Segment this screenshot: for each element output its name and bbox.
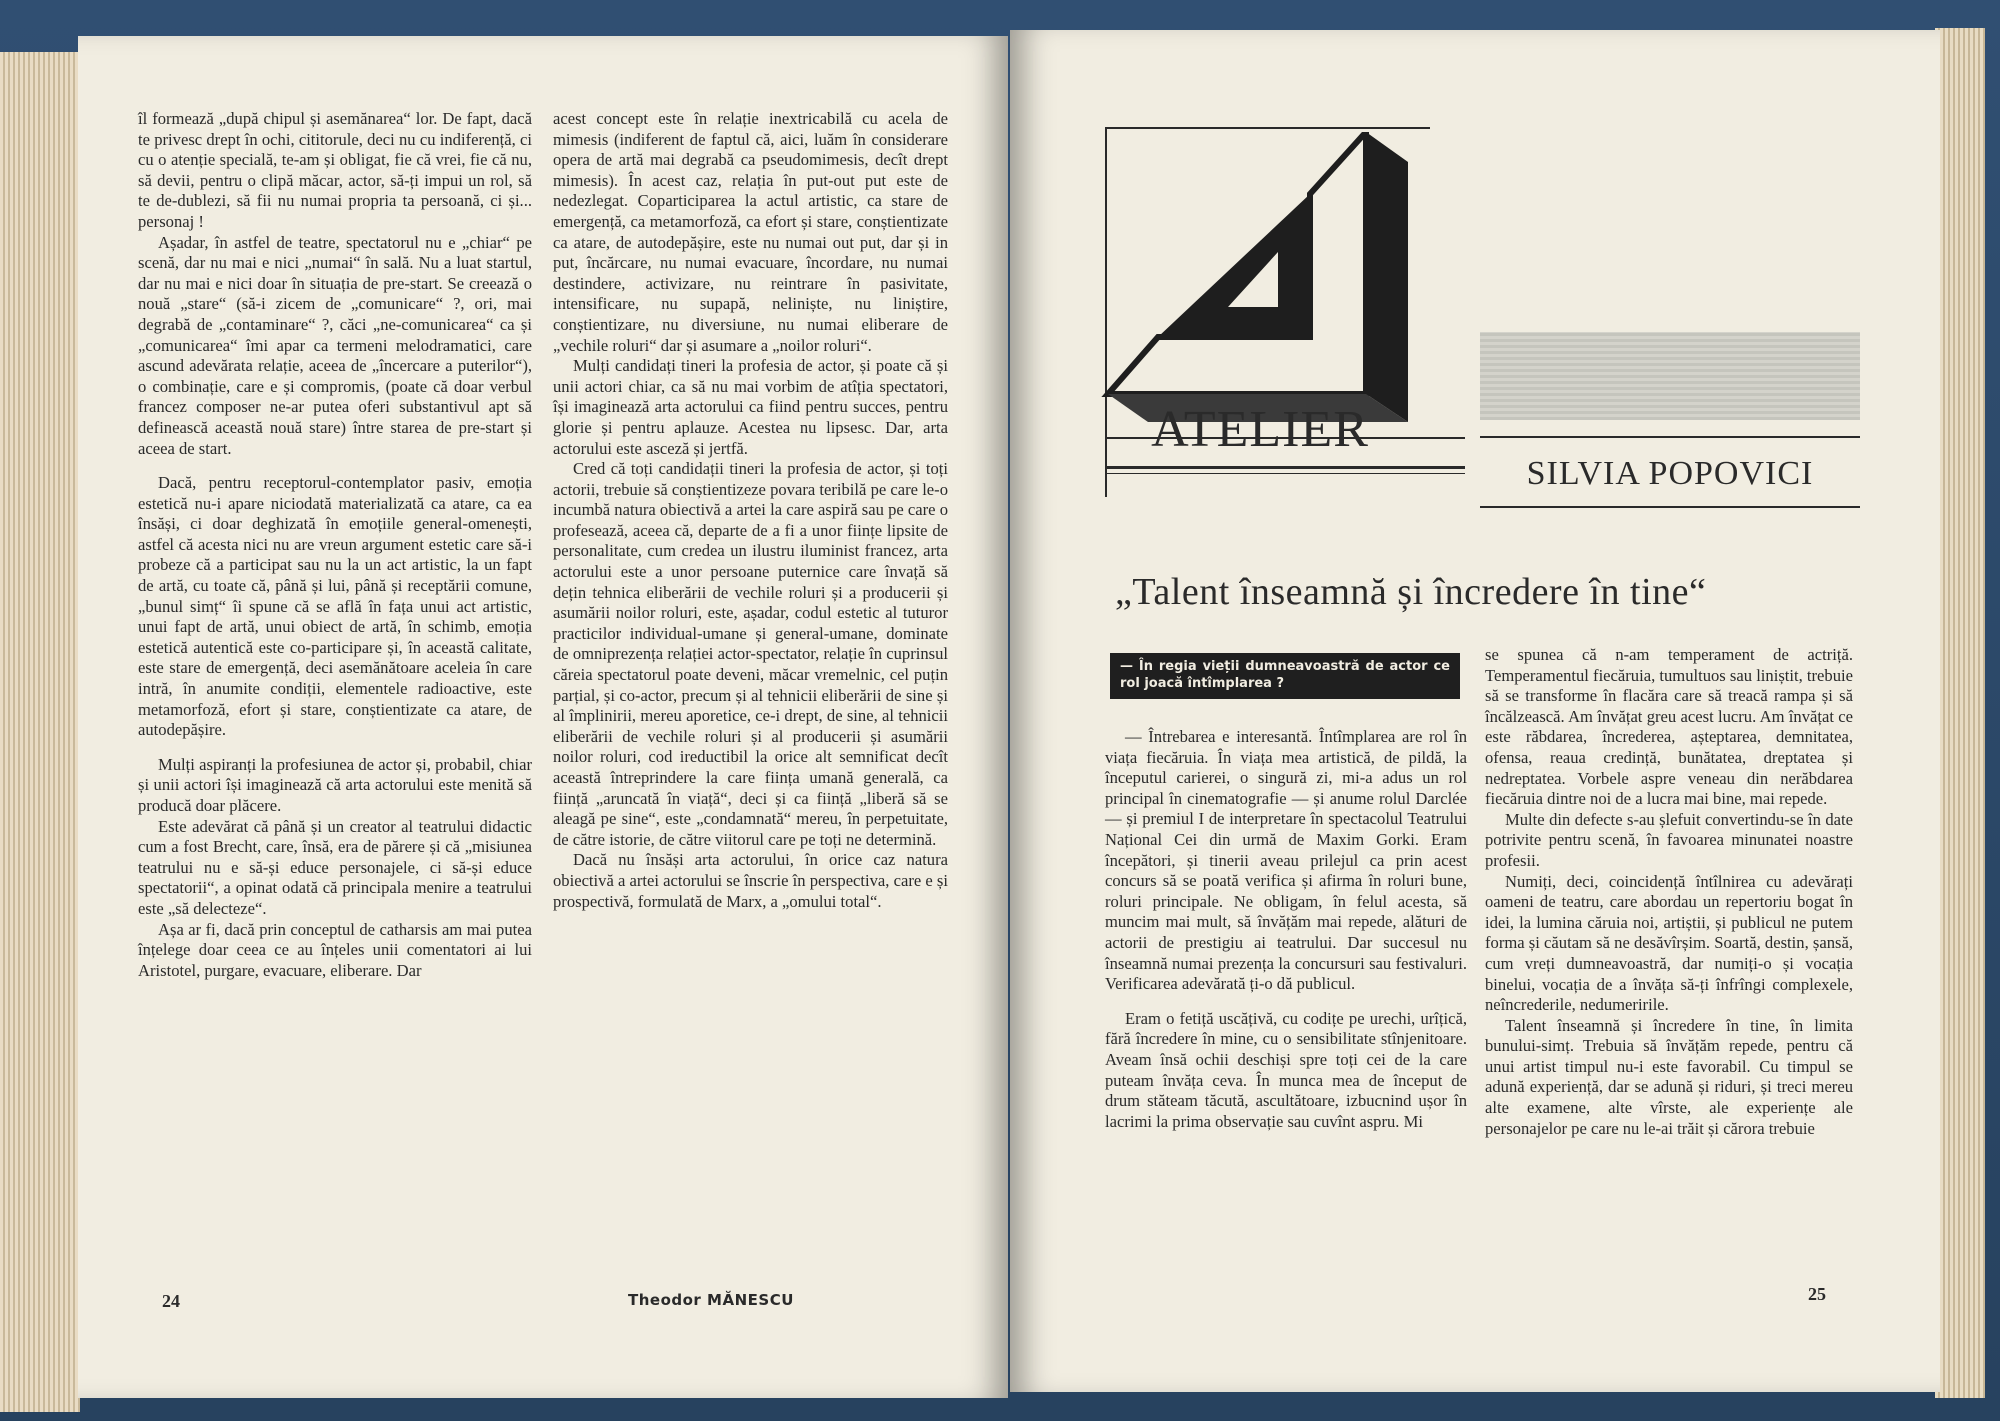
author-rule-top (1480, 436, 1860, 438)
gray-band (1480, 332, 1860, 420)
paragraph: Dacă, pentru receptorul-contemplator pasiv, emoția estetică nu-i apare niciodată materializată ca atare, ca ea însăși, ci doar deghizată în emoțiile general-omenești, astfel că acesta nici nu are vreun argument estetic care să-i probeze că a participat sau nu la un act artistic, la un fapt de artă, cu toate că, până și lui, până și receptării comune, „bunul simț“ îi spune că se află în fața unui act artistic, unui fapt de artă, unui obiect de artă, în schimb, emoția estetică autentică este co-participare și, în această calitate, este stare de emergență, deci asemănătoare aceleia în care intră, în anumite condiții, elementele radioactive, este metamorfoză, efort și stare, conștientizate ca atare, de autodepășire. (138, 473, 532, 740)
left-column-2 (553, 109, 948, 912)
section-title: ATELIER (1151, 401, 1369, 458)
paragraph: Multe din defecte s-au șlefuit convertindu-se în date potrivite pentru scenă, în favoarea minunatei noastre profesii. (1485, 809, 1853, 870)
paragraph: acest concept este în relație inextricabilă cu acela de mimesis (indiferent de faptul că, aici, luăm în considerare opera de artă mai degrabă ca pseudomimesis, decît drept mimesis). În acest caz, relația în put-out put este de nedezlegat. Coparticiparea la actul artistic, ca stare de emergență, ca metamorfoză, ca efort și stare, conștientizate ca atare, de autodepășire, este nu numai out put, dar și in put, încărcare, nu numai evacuare, încordare, nu numai destindere, activizare, nu reintrare în pasivitate, intensificare, nu supapă, neliniște, nu liniștire, conștientizare, nu diversiune, nu numai eliberare de „vechile roluri“ dar și asumare a „noilor roluri“. (553, 109, 948, 355)
paragraph: Numiți, deci, coincidență întîlnirea cu adevărați oameni de teatru, care abordau un repertoriu bogat în idei, la lumina căruia noi, artiștii, și publicul ne putem forma și căutam să ne desăvîrșim. Soartă, destin, șansă, cum vreți dumneavoastră, dar numiți-o și vocația binelui, vocația de a învăța să-ți înfrîngi complexele, neîncrederile, nedumeririle. (1485, 871, 1853, 1015)
interview-question: — În regia vieții dumneavoastră de actor ce rol joacă întîmplarea ? (1110, 653, 1460, 699)
author-name: SILVIA POPOVICI (1526, 455, 1814, 492)
right-column-1 (1105, 727, 1467, 1132)
paragraph: Este adevărat că până și un creator al teatrului didactic cum a fost Brecht, care, însă, era de părere și că „misiunea teatrului nu e să-și educe personajele, ci să-și educe spectatorii“, a opinat odată că principala menire a teatrului este „să delecteze“. (138, 816, 532, 918)
atelier-rule-bottom (1105, 466, 1465, 469)
paragraph: Cred că toți candidații tineri la profesia de actor, și toți actorii, trebuie să conștientizeze povara teribilă pe care le-o incumbă natura obiectivă a artei la care aspiră sau pe care o profesează, aceea că, departe de a fi a unor ființe lipsite de personalitate, cum credea un ilustru iluminist francez, arta actorului este a unor persoane puternice care învață să dețin tehnica eliberării de vechile roluri și a producerii și asumării noilor roluri, este, așadar, codul estetic al tuturor practicilor individual-umane și general-umane, dominate de omniprezența relației actor-spectator, relație în cuprinsul căreia spectatorul poate deveni, măcar vremelnic, cel puțin parțial, și co-actor, precum și al tehnicii eliberării de sine și al împlinirii, mereu aporetice, ce-i drept, de sine, al tehnicii eliberării de vechile roluri și al producerii și asumării noilor roluri, cod ireductibil la orice alt semnificat decît această întreprindere la care ființa umană generală, ca ființă „aruncată în viață“, deci și ca ființă „liberă să se aleagă pe sine“, este „condamnată“ mereu, în perpetuitate, de către istorie, de către viitorul care pe toți ne determină. (553, 459, 948, 849)
header-rule-top (1105, 127, 1430, 129)
paragraph: îl formează „după chipul și asemănarea“ lor. De fapt, dacă te privesc drept în ochi, cititorule, deci nu cu indiferență, ci cu o atenție specială, te-am și obligat, fie că vrei, fie că nu, să devii, pentru o clipă măcar, actor, să-ți impui un rol, să te de-dublezi, să fii nu numai propria ta persoană, ci și... personaj ! (138, 109, 532, 231)
paragraph: Așadar, în astfel de teatre, spectatorul nu e „chiar“ pe scenă, dar nu mai e nici „numai“ în sală. Nu a luat startul, dar nu mai e nici doar în situația de pre-start. Se creează o nouă „stare“ (să-i zicem de „comunicare“ ?, ori, mai degrabă de „contaminare“ ?, căci „ne-comunicarea“ ca și „comunicarea“ îmi apar ca termeni melodramatici, care ascund adevărata relație, aceea de „încercare a puterilor“), o combinație, care e și compromis, (poate că doar verbul francez composer ne-ar putea oferi substantivul apt să definească această nouă stare) între starea de pre-start și aceea de start. (138, 232, 532, 458)
paragraph: se spunea că n-am temperament de actriță. Temperamentul fiecăruia, tumultuos sau liniștit, trebuie să se transforme în flacăra care să treacă rampa și să încălzească. Am învățat greu acest lucru. Am învățat ce este răbdarea, încrederea, așteptarea, demnitatea, ofensa, reaua credință, bunătatea, dreptatea și nedreptatea. Vorbele aspre veneau din nerăbdarea fiecăruia dintre noi de a lucra mai bine, mai repede. (1485, 645, 1853, 809)
paragraph: Talent înseamnă și încredere în tine, în limita bunului-simț. Trebuia să învățăm repede, pentru că unui artist timpul nu-i este favorabil. Cu timpul se adună experiență, dar se adună și riduri, și treci mereu alte examene, alte vîrste, ale experiențe ale personajelor pe care nu le-ai trăit și cărora trebuie (1485, 1015, 1853, 1138)
article-signature: Theodor MĂNESCU (628, 1291, 794, 1309)
paragraph: Eram o fetiță uscățivă, cu codițe pe urechi, urîțică, fără încredere în mine, cu o sensibilitate stînjenitoare. Aveam însă ochii deschiși spre toți cei de la care puteam învăța ceva. În munca mea de început de drum stăteam tăcută, ascultătoare, izbucnind ușor în lacrimi la prima observație sau cuvînt aspru. Mi (1105, 1008, 1467, 1131)
left-column-1 (138, 109, 532, 981)
paragraph: Mulți candidați tineri la profesia de actor, și poate că și unii actori chiar, ca să nu mai vorbim de atîția spectatori, își imaginează arta actorului ca fiind pentru succes, pentru glorie și pentru aplauze. Acestea nu lipsesc. Dar, arta actorului este asceză și jertfă. (553, 356, 948, 458)
author-rule-bottom (1480, 506, 1860, 508)
paragraph: — Întrebarea e interesantă. Întîmplarea are rol în viața fiecăruia. În viața mea artistică, de pildă, la începutul carierei, o singură zi, mi-a adus un rol principal în cinematografie — și anume rolul Darclée — și premiul I de interpretare în spectacolul Teatrului Național Cei din urmă de Maxim Gorki. Eram începători, și tinerii aveau prilejul ca prin acest concurs să se poată verifica și afirma în roluri bune, roluri principale. Ne obligam, în felul acesta, să muncim mai mult, să învățăm mai repede, alături de actorii de prestigiu ai teatrului. Dar succesul nu înseamnă numai prezența la concursuri sau festivaluri. Verificarea adevărată ți-o dă publicul. (1105, 727, 1467, 994)
page-number-right: 25 (1808, 1284, 1826, 1304)
page-edges-right (1935, 28, 1985, 1398)
page-edges-left (0, 52, 80, 1412)
page-number-left: 24 (162, 1291, 180, 1311)
left-page (78, 36, 1008, 1398)
atelier-rule-bottom-thin (1105, 473, 1465, 474)
right-page (1010, 30, 1940, 1392)
paragraph: Mulți aspiranți la profesiunea de actor și, probabil, chiar și unii actori își imaginează că arta actorului este menită să producă doar plăcere. (138, 754, 532, 815)
paragraph: Așa ar fi, dacă prin conceptul de catharsis am mai putea înțelege doar ceea ce au înțeles unii comentatori ai lui Aristotel, purgare, evacuare, eliberare. Dar (138, 919, 532, 980)
right-column-2 (1485, 645, 1853, 1139)
paragraph: Dacă nu însăși arta actorului, în orice caz natura obiectivă a artei actorului se înscrie în perspectiva, care e și prospectivă, formulată de Marx, a „omului total“. (553, 850, 948, 911)
article-title: „Talent înseamnă și încredere în tine“ (1115, 571, 1707, 613)
